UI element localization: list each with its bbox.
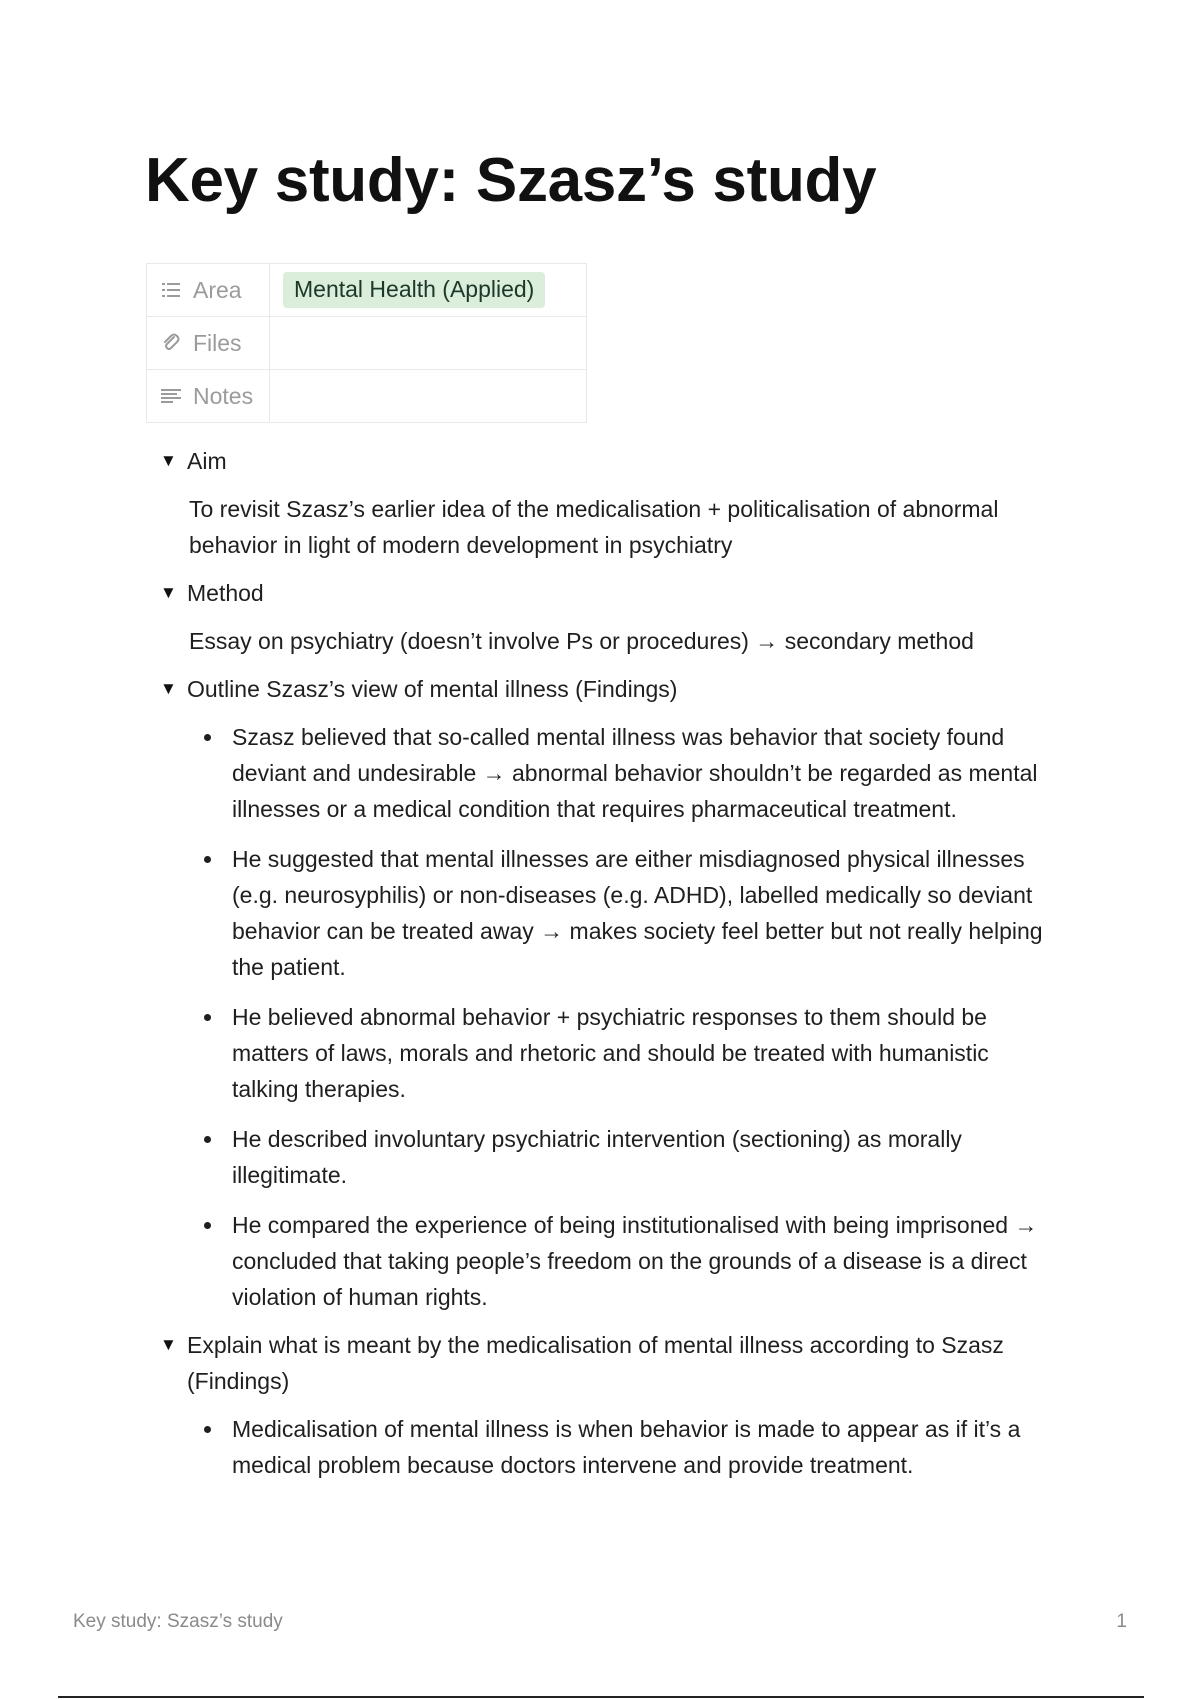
caret-down-icon[interactable]: ▼ xyxy=(160,583,177,602)
property-value-notes[interactable] xyxy=(270,370,587,423)
property-key-notes[interactable] xyxy=(147,370,270,423)
list-item-text: He suggested that mental illnesses are either misdiagnosed physical illnesses (e.g. neurosyphilis) or non-diseases (e.g. ADHD), labelled medically so deviant behavior can be treated away → makes society feel better but not really helping the patient. xyxy=(232,846,1043,980)
toggle-method-body xyxy=(160,623,1060,659)
list-item-text: He believed abnormal behavior + psychiatric responses to them should be matters of laws, morals and rhetoric and should be treated with humanistic talking therapies. xyxy=(232,1004,989,1102)
toggle-medicalisation-heading: Explain what is meant by the medicalisation of mental illness according to Szasz (Findings) xyxy=(187,1332,1004,1394)
list-item xyxy=(232,841,1060,985)
toggle-outline-body xyxy=(160,719,1060,1315)
list-item-text: Szasz believed that so-called mental illness was behavior that society found deviant and undesirable → abnormal behavior shouldn’t be regarded as mental illnesses or a medical condition that requires pharmaceutical treatment. xyxy=(232,724,1038,822)
property-key-files[interactable] xyxy=(147,317,270,370)
page-content xyxy=(160,443,1060,1495)
bullet-icon xyxy=(204,1222,211,1229)
list-item xyxy=(232,1121,1060,1193)
caret-down-icon[interactable]: ▼ xyxy=(160,451,177,470)
bullet-icon xyxy=(204,856,211,863)
bullet-icon xyxy=(204,1014,211,1021)
page-title: Key study: Szasz’s study xyxy=(145,146,877,215)
bullet-icon xyxy=(204,1426,211,1433)
caret-down-icon[interactable]: ▼ xyxy=(160,1335,177,1354)
list-item xyxy=(232,999,1060,1107)
property-row-files xyxy=(147,317,587,370)
toggle-method-heading: Method xyxy=(187,580,264,606)
toggle-method-header[interactable] xyxy=(160,575,1060,611)
list-item xyxy=(232,1207,1060,1315)
list-item xyxy=(232,719,1060,827)
footer-title: Key study: Szasz’s study xyxy=(73,1611,283,1632)
toggle-aim-body xyxy=(160,491,1060,563)
property-row-area xyxy=(147,264,587,317)
list-item-text: He described involuntary psychiatric intervention (sectioning) as morally illegitimate. xyxy=(232,1126,962,1188)
medicalisation-bullet-list xyxy=(160,1411,1060,1483)
toggle-aim xyxy=(160,443,1060,563)
list-item-text: Medicalisation of mental illness is when behavior is made to appear as if it’s a medical problem because doctors intervene and provide treatment. xyxy=(232,1416,1021,1478)
toggle-outline xyxy=(160,671,1060,1315)
list-item xyxy=(232,1411,1060,1483)
caret-down-icon[interactable]: ▼ xyxy=(160,679,177,698)
footer-divider xyxy=(58,1696,1144,1698)
toggle-outline-header[interactable] xyxy=(160,671,1060,707)
area-tag[interactable]: Mental Health (Applied) xyxy=(283,272,545,308)
list-item-text: He compared the experience of being institutionalised with being imprisoned → concluded that taking people’s freedom on the grounds of a disease is a direct violation of human rights. xyxy=(232,1212,1038,1310)
text-lines-icon xyxy=(161,386,181,406)
footer-page-number: 1 xyxy=(1116,1611,1127,1632)
property-label-notes: Notes xyxy=(193,382,254,409)
property-row-notes xyxy=(147,370,587,423)
property-label-files: Files xyxy=(193,329,242,356)
property-value-files[interactable] xyxy=(270,317,587,370)
toggle-aim-header[interactable] xyxy=(160,443,1060,479)
toggle-medicalisation-header[interactable] xyxy=(160,1327,1060,1399)
toggle-medicalisation-body xyxy=(160,1411,1060,1483)
toggle-medicalisation xyxy=(160,1327,1060,1483)
outline-bullet-list xyxy=(160,719,1060,1315)
toggle-aim-heading: Aim xyxy=(187,448,227,474)
toggle-outline-heading: Outline Szasz’s view of mental illness (Findings) xyxy=(187,676,678,702)
property-value-area[interactable] xyxy=(270,264,587,317)
bullet-icon xyxy=(204,734,211,741)
aim-text: To revisit Szasz’s earlier idea of the medicalisation + politicalisation of abnormal behavior in light of modern development in psychiatry xyxy=(189,496,999,558)
bullet-icon xyxy=(204,1136,211,1143)
paperclip-icon xyxy=(161,333,181,353)
list-icon xyxy=(161,280,181,300)
method-text: Essay on psychiatry (doesn’t involve Ps or procedures) → secondary method xyxy=(189,628,974,654)
property-key-area[interactable] xyxy=(147,264,270,317)
toggle-method xyxy=(160,575,1060,659)
property-label-area: Area xyxy=(193,276,242,303)
properties-table xyxy=(146,263,587,423)
